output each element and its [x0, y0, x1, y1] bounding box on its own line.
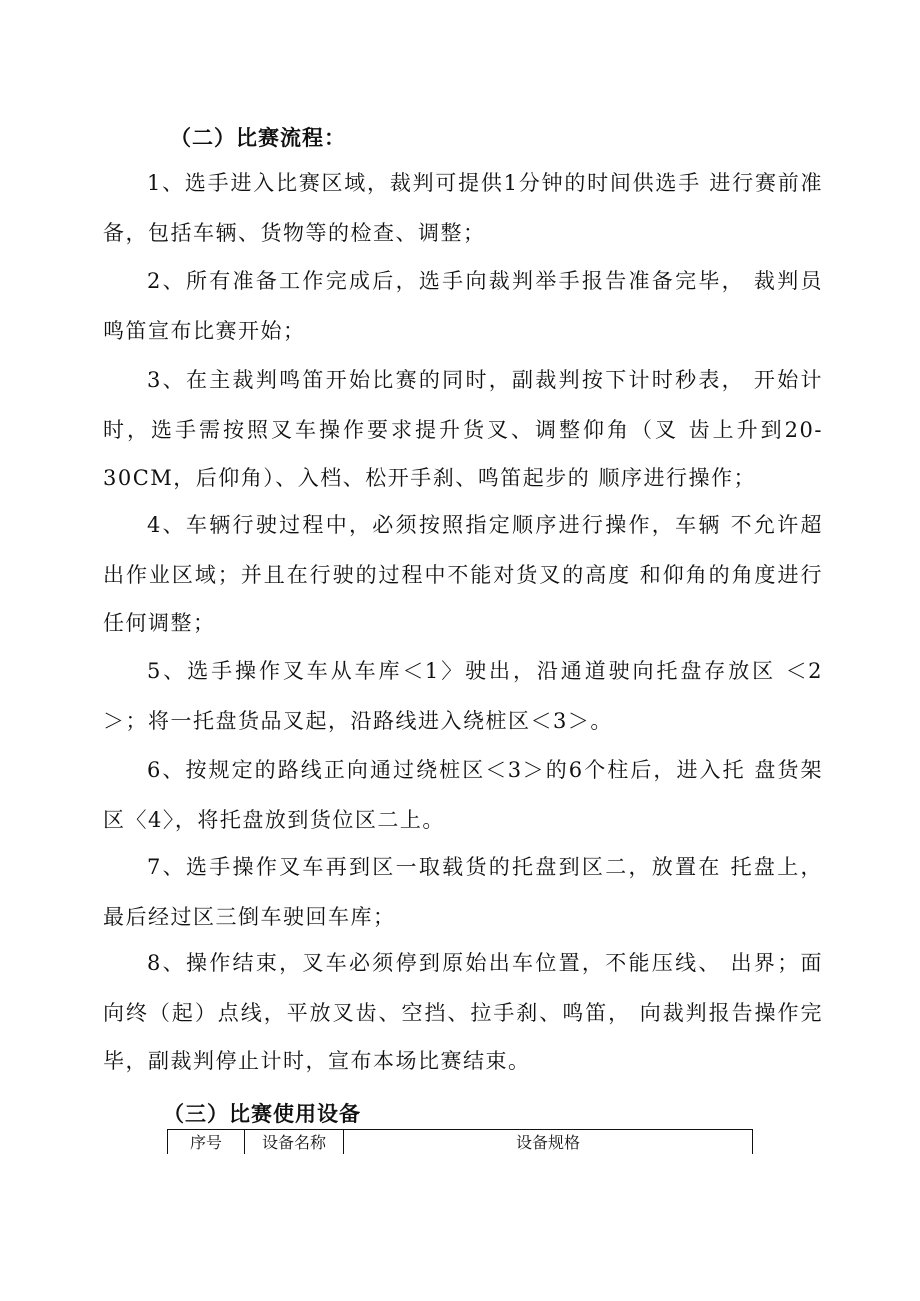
section-heading-equipment: （三）比赛使用设备: [163, 1102, 361, 1126]
paragraph-line: 出作业区域；并且在行驶的过程中不能对货叉的高度 和仰角的角度进行: [103, 563, 823, 587]
table-header-row: [168, 1130, 753, 1155]
paragraph-line: 6、按规定的路线正向通过绕桩区＜3＞的6个柱后，进入托 盘货架: [147, 758, 823, 782]
column-header-equipment-name: 设备名称: [245, 1130, 344, 1155]
paragraph-line: 区〈4〉，将托盘放到货位区二上。: [103, 808, 445, 832]
paragraph-line: 毕，副裁判停止计时，宣布本场比赛结束。: [103, 1049, 531, 1073]
paragraph-line: 4、车辆行驶过程中，必须按照指定顺序进行操作，车辆 不允许超: [147, 513, 823, 537]
paragraph-line: ＞；将一托盘货品叉起，沿路线进入绕桩区＜3＞。: [103, 709, 613, 733]
paragraph-line: 备，包括车辆、货物等的检查、调整；: [103, 221, 486, 245]
paragraph-line: 30CM，后仰角）、入档、松开手刹、鸣笛起步的 顺序进行操作；: [103, 466, 756, 490]
paragraph-line: 3、在主裁判鸣笛开始比赛的同时，副裁判按下计时秒表， 开始计: [147, 368, 823, 392]
paragraph-line: 1、选手进入比赛区域，裁判可提供1分钟的时间供选手 进行赛前准: [147, 171, 823, 195]
paragraph-line: 鸣笛宣布比赛开始；: [103, 319, 306, 343]
column-header-equipment-spec: 设备规格: [344, 1130, 753, 1155]
paragraph-line: 7、选手操作叉车再到区一取载货的托盘到区二，放置在 托盘上，: [147, 855, 823, 879]
equipment-table: [167, 1129, 753, 1154]
column-header-index: 序号: [168, 1130, 245, 1155]
section-heading-competition-process: （二）比赛流程：: [170, 126, 346, 150]
paragraph-line: 8、操作结束，叉车必须停到原始出车位置，不能压线、 出界；面: [147, 951, 823, 975]
paragraph-line: 最后经过区三倒车驶回车库；: [103, 905, 396, 929]
paragraph-line: 时，选手需按照叉车操作要求提升货叉、调整仰角（叉 齿上升到20-: [103, 418, 823, 442]
paragraph-line: 任何调整；: [103, 611, 216, 635]
paragraph-line: 5、选手操作叉车从车库＜1〉驶出，沿通道驶向托盘存放区 ＜2: [147, 659, 823, 683]
paragraph-line: 向终（起）点线，平放叉齿、空挡、拉手刹、鸣笛， 向裁判报告操作完: [103, 1001, 823, 1025]
paragraph-line: 2、所有准备工作完成后，选手向裁判举手报告准备完毕， 裁判员: [147, 269, 823, 293]
